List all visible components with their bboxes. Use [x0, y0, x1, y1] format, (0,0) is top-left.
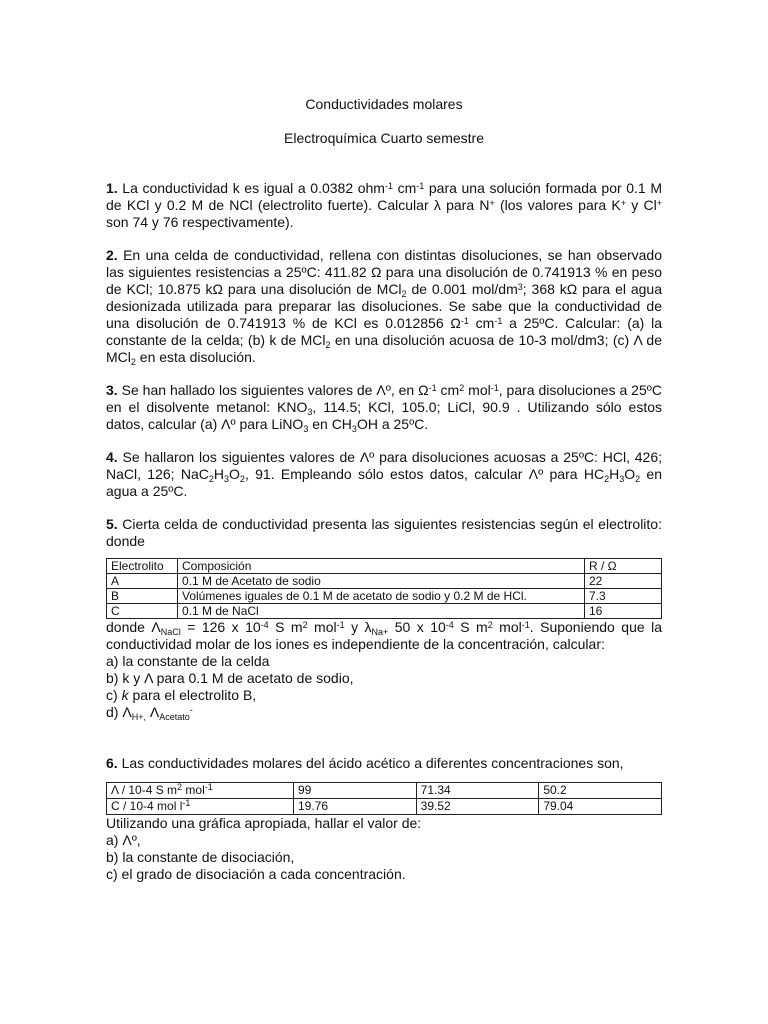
problem-5-item-a: a) la constante de la celda	[106, 653, 270, 669]
table-cell: 0.1 M de NaCl	[178, 604, 585, 619]
text: Cierta celda de conductividad presenta las siguientes resistencias según el electrolito: donde	[106, 516, 662, 549]
text: a 25ºC. Calcular: (a) la constante de la celda; (b) k de MCl	[106, 315, 662, 348]
table-cell: Volúmenes iguales de 0.1 M de acetato de sodio y 0.2 M de HCl.	[178, 589, 585, 604]
text: mol	[182, 783, 205, 797]
superscript: 2	[177, 782, 183, 792]
table-cell: C	[107, 604, 178, 619]
table-cell: 7.3	[585, 589, 662, 604]
text: cm	[436, 382, 460, 398]
problem-5-item-d	[106, 704, 662, 721]
text: Se han hallado los siguientes valores de Λº, en Ω	[117, 382, 429, 398]
text: ; 368 kΩ para el agua desionizada utilizada para preparar las disoluciones. Se sabe que la conductividad de una disolución de 0.741913 % de KCl es 0.012856 Ω	[106, 281, 662, 331]
superscript: 3	[517, 282, 523, 292]
text: en esta disolución.	[135, 349, 256, 365]
problem-4	[106, 449, 662, 500]
problem-number: 2.	[106, 247, 118, 263]
text: para el electrolito B,	[128, 687, 257, 703]
problem-5-item-c	[106, 687, 662, 704]
text: Se hallaron los siguientes valores de Λº para disoluciones acuosas a 25ºC: HCl, 426; NaCl, 126; NaC	[106, 449, 662, 482]
superscript: -4	[260, 620, 269, 630]
superscript: 2	[302, 620, 308, 630]
text: Las conductividades molares del ácido acético a diferentes concentraciones son,	[117, 755, 624, 771]
table-cell: 16	[585, 604, 662, 619]
problem-5-item-b: b) k y Λ para 0.1 M de acetato de sodio,	[106, 670, 354, 686]
superscript: 2	[459, 383, 465, 393]
superscript: +	[620, 198, 627, 208]
header	[0, 94, 768, 148]
text: En una celda de conductividad, rellena con distintas disoluciones, se han observado las siguientes resistencias a 25ºC: 411.82 Ω para una disolución de 0.741913 % en peso de KCl; 10.875 kΩ para una disolución de MCl	[106, 247, 662, 297]
problem-6-item-b: b) la constante de disociación,	[106, 849, 295, 865]
text: y λ	[344, 619, 372, 635]
superscript: 2	[487, 620, 493, 630]
subscript: 3	[351, 424, 357, 434]
table-header-row	[107, 559, 662, 574]
table-row	[107, 574, 662, 589]
superscript: -1	[494, 316, 503, 326]
text: de 0.001 mol/dm	[406, 281, 518, 297]
text: 50 x 10	[388, 619, 446, 635]
problem-5	[106, 516, 662, 721]
subscript: 2	[239, 474, 245, 484]
text: Λ	[145, 704, 160, 720]
table-cell: 99	[294, 783, 417, 799]
subscript: 3	[307, 407, 313, 417]
subscript: 2	[401, 289, 407, 299]
table-cell: 79.04	[539, 799, 662, 815]
subscript: 2	[208, 474, 214, 484]
text: en CH	[308, 416, 352, 432]
superscript: -1	[336, 620, 345, 630]
superscript: +	[656, 198, 663, 208]
problem-6-item-c: c) el grado de disociación a cada concentración.	[106, 866, 406, 882]
table-cell: A	[107, 574, 178, 589]
text: mol	[492, 619, 522, 635]
text: H	[213, 466, 225, 482]
subscript: 3	[303, 424, 309, 434]
text: donde Λ	[106, 619, 161, 635]
table-cell: 50.2	[539, 783, 662, 799]
subscript: 2	[604, 474, 610, 484]
table-cell: 71.34	[416, 783, 539, 799]
text: son 74 y 76 respectivamente).	[106, 214, 294, 230]
text: c)	[106, 687, 122, 703]
subscript: 3	[619, 474, 625, 484]
conductivity-table	[106, 782, 662, 815]
subscript: Acetato	[159, 712, 190, 722]
problem-6-statement	[106, 755, 662, 772]
text: (los valores para K	[494, 197, 621, 213]
superscript: -1	[490, 383, 499, 393]
italic-k: k	[121, 687, 129, 703]
superscript: -1	[521, 620, 530, 630]
subscript: 2	[635, 474, 641, 484]
table-header-cell: Electrolito	[107, 559, 178, 574]
subscript: Na+	[371, 627, 389, 637]
text: = 126 x 10	[180, 619, 261, 635]
text: C / 10-4 mol l	[111, 799, 183, 813]
problem-2	[106, 247, 662, 366]
text: , 91. Empleando sólo estos datos, calcular Λº para HC	[244, 466, 605, 482]
text: O	[229, 466, 240, 482]
table-cell: 19.76	[294, 799, 417, 815]
table-row	[107, 799, 662, 815]
table-cell	[107, 799, 294, 815]
text: O	[624, 466, 636, 482]
superscript: -1	[384, 181, 393, 191]
text: OH a 25ºC.	[356, 416, 429, 432]
text: S m	[268, 619, 303, 635]
subscript: H+,	[131, 712, 146, 722]
problem-6-item-a: a) Λº,	[106, 832, 141, 848]
text: H	[609, 466, 620, 482]
table-row	[107, 589, 662, 604]
text: para una solución formada por 0.1 M de KCl y 0.2 M de NCl (electrolito fuerte). Calcular λ para N	[106, 180, 662, 213]
text: , para disoluciones a 25ºC en el disolvente metanol: KNO	[106, 382, 662, 415]
page-subtitle: Electroquímica Cuarto semestre	[284, 130, 484, 146]
table-cell: 22	[585, 574, 662, 589]
table-header-cell: Composición	[178, 559, 585, 574]
subscript: NaCl	[160, 627, 181, 637]
problem-3	[106, 382, 662, 433]
problem-5-given	[106, 619, 662, 653]
page-title: Conductividades molares	[305, 96, 463, 112]
table-cell: B	[107, 589, 178, 604]
text: en agua a 25ºC.	[106, 466, 662, 499]
text: mol	[307, 619, 337, 635]
table-cell: 0.1 M de Acetato de sodio	[178, 574, 585, 589]
table-cell	[107, 783, 294, 799]
superscript: -1	[460, 316, 469, 326]
text: Λ / 10-4 S m	[111, 783, 178, 797]
text: mol	[464, 382, 491, 398]
superscript: -1	[182, 798, 191, 808]
problem-1	[106, 180, 662, 231]
superscript: -4	[445, 620, 454, 630]
problems	[106, 180, 662, 883]
problem-number: 1.	[106, 180, 118, 196]
problem-number: 4.	[106, 449, 118, 465]
superscript: -1	[416, 181, 425, 191]
text: d) Λ	[106, 704, 132, 720]
text: cm	[468, 315, 495, 331]
text: cm	[392, 180, 417, 196]
problem-number: 6.	[106, 755, 118, 771]
text: y Cl	[626, 197, 657, 213]
problem-6	[106, 755, 662, 883]
superscript: -1	[204, 782, 213, 792]
electrolyte-table	[106, 558, 662, 619]
subscript: 2	[130, 357, 136, 367]
subscript: 2	[325, 340, 331, 350]
table-header-cell: R / Ω	[585, 559, 662, 574]
problem-5-statement	[106, 516, 662, 550]
subscript: 3	[224, 474, 230, 484]
problem-6-instruction: Utilizando una gráfica apropiada, hallar el valor de:	[106, 815, 422, 831]
table-cell: 39.52	[416, 799, 539, 815]
superscript: -	[189, 705, 193, 715]
problem-number: 5.	[106, 516, 118, 532]
table-row	[107, 783, 662, 799]
superscript: -1	[428, 383, 437, 393]
text: S m	[453, 619, 488, 635]
superscript: +	[489, 198, 495, 208]
text: La conductividad k es igual a 0.0382 ohm	[117, 180, 385, 196]
text: . Suponiendo que la conductividad molar de los iones es independiente de la concentración, calcular:	[106, 619, 662, 652]
text: , 114.5; KCl, 105.0; LiCl, 90.9 . Utilizando sólo estos datos, calcular (a) Λº para LiNO	[106, 399, 662, 432]
text: en una disolución acuosa de 10-3 mol/dm3; (c) Λ de MCl	[106, 332, 662, 365]
table-row	[107, 604, 662, 619]
problem-number: 3.	[106, 382, 118, 398]
